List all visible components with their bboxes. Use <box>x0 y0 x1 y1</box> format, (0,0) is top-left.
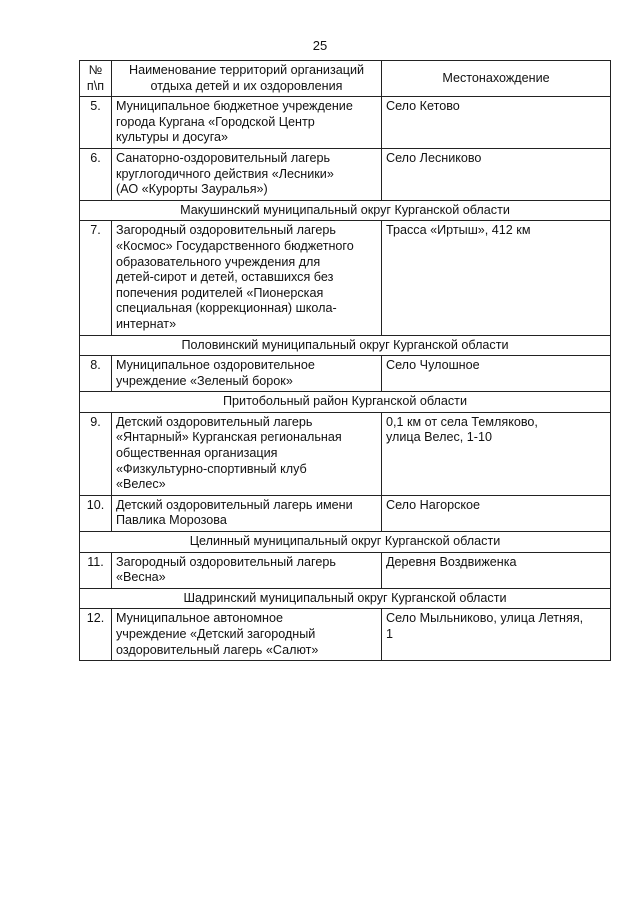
row-name: Детский оздоровительный лагерь имени Павлика Морозова <box>112 495 382 531</box>
header-name: Наименование территорий организаций отдыха детей и их оздоровления <box>112 61 382 97</box>
table-row <box>80 356 611 392</box>
row-number: 9. <box>80 412 112 495</box>
table-row <box>80 552 611 588</box>
table-row <box>80 609 611 661</box>
section-title: Половинский муниципальный округ Курганской области <box>80 335 611 356</box>
row-number: 5. <box>80 97 112 149</box>
row-number: 7. <box>80 221 112 335</box>
table-row <box>80 495 611 531</box>
row-location: Село Нагорское <box>382 495 611 531</box>
row-number: 11. <box>80 552 112 588</box>
section-title: Притобольный район Курганской области <box>80 392 611 413</box>
section-row <box>80 588 611 609</box>
row-name: Муниципальное оздоровительное учреждение «Зеленый борок» <box>112 356 382 392</box>
row-number: 8. <box>80 356 112 392</box>
row-location: 0,1 км от села Темляково, улица Велес, 1-10 <box>382 412 611 495</box>
section-title: Целинный муниципальный округ Курганской области <box>80 532 611 553</box>
section-row <box>80 532 611 553</box>
row-number: 12. <box>80 609 112 661</box>
header-num: № п\п <box>80 61 112 97</box>
row-number: 10. <box>80 495 112 531</box>
page-number: 25 <box>312 38 328 53</box>
row-location: Село Чулошное <box>382 356 611 392</box>
table-row <box>80 97 611 149</box>
table-row <box>80 221 611 335</box>
row-name: Загородный оздоровительный лагерь «Весна» <box>112 552 382 588</box>
table-row <box>80 148 611 200</box>
header-location: Местонахождение <box>382 61 611 97</box>
row-name: Муниципальное автономное учреждение «Детский загородный оздоровительный лагерь «Салют» <box>112 609 382 661</box>
row-name: Муниципальное бюджетное учреждение города Кургана «Городской Центр культуры и досуга» <box>112 97 382 149</box>
row-number: 6. <box>80 148 112 200</box>
section-title: Шадринский муниципальный округ Курганской области <box>80 588 611 609</box>
section-row <box>80 335 611 356</box>
section-row <box>80 392 611 413</box>
row-location: Трасса «Иртыш», 412 км <box>382 221 611 335</box>
table-row <box>80 412 611 495</box>
row-name: Санаторно-оздоровительный лагерь круглогодичного действия «Лесники» (АО «Курорты Зауралья») <box>112 148 382 200</box>
row-location: Деревня Воздвиженка <box>382 552 611 588</box>
row-location: Село Лесниково <box>382 148 611 200</box>
organizations-table <box>79 60 611 661</box>
row-location: Село Кетово <box>382 97 611 149</box>
row-name: Загородный оздоровительный лагерь «Космос» Государственного бюджетного образовательного учреждения для детей-сирот и детей, оставшихся без попечения родителей «Пионерская специальная (коррекционная) школа- интернат» <box>112 221 382 335</box>
section-title: Макушинский муниципальный округ Курганской области <box>80 200 611 221</box>
row-location: Село Мыльниково, улица Летняя, 1 <box>382 609 611 661</box>
row-name: Детский оздоровительный лагерь «Янтарный» Курганская региональная общественная организация «Физкультурно-спортивный клуб «Велес» <box>112 412 382 495</box>
table-header-row <box>80 61 611 97</box>
section-row <box>80 200 611 221</box>
